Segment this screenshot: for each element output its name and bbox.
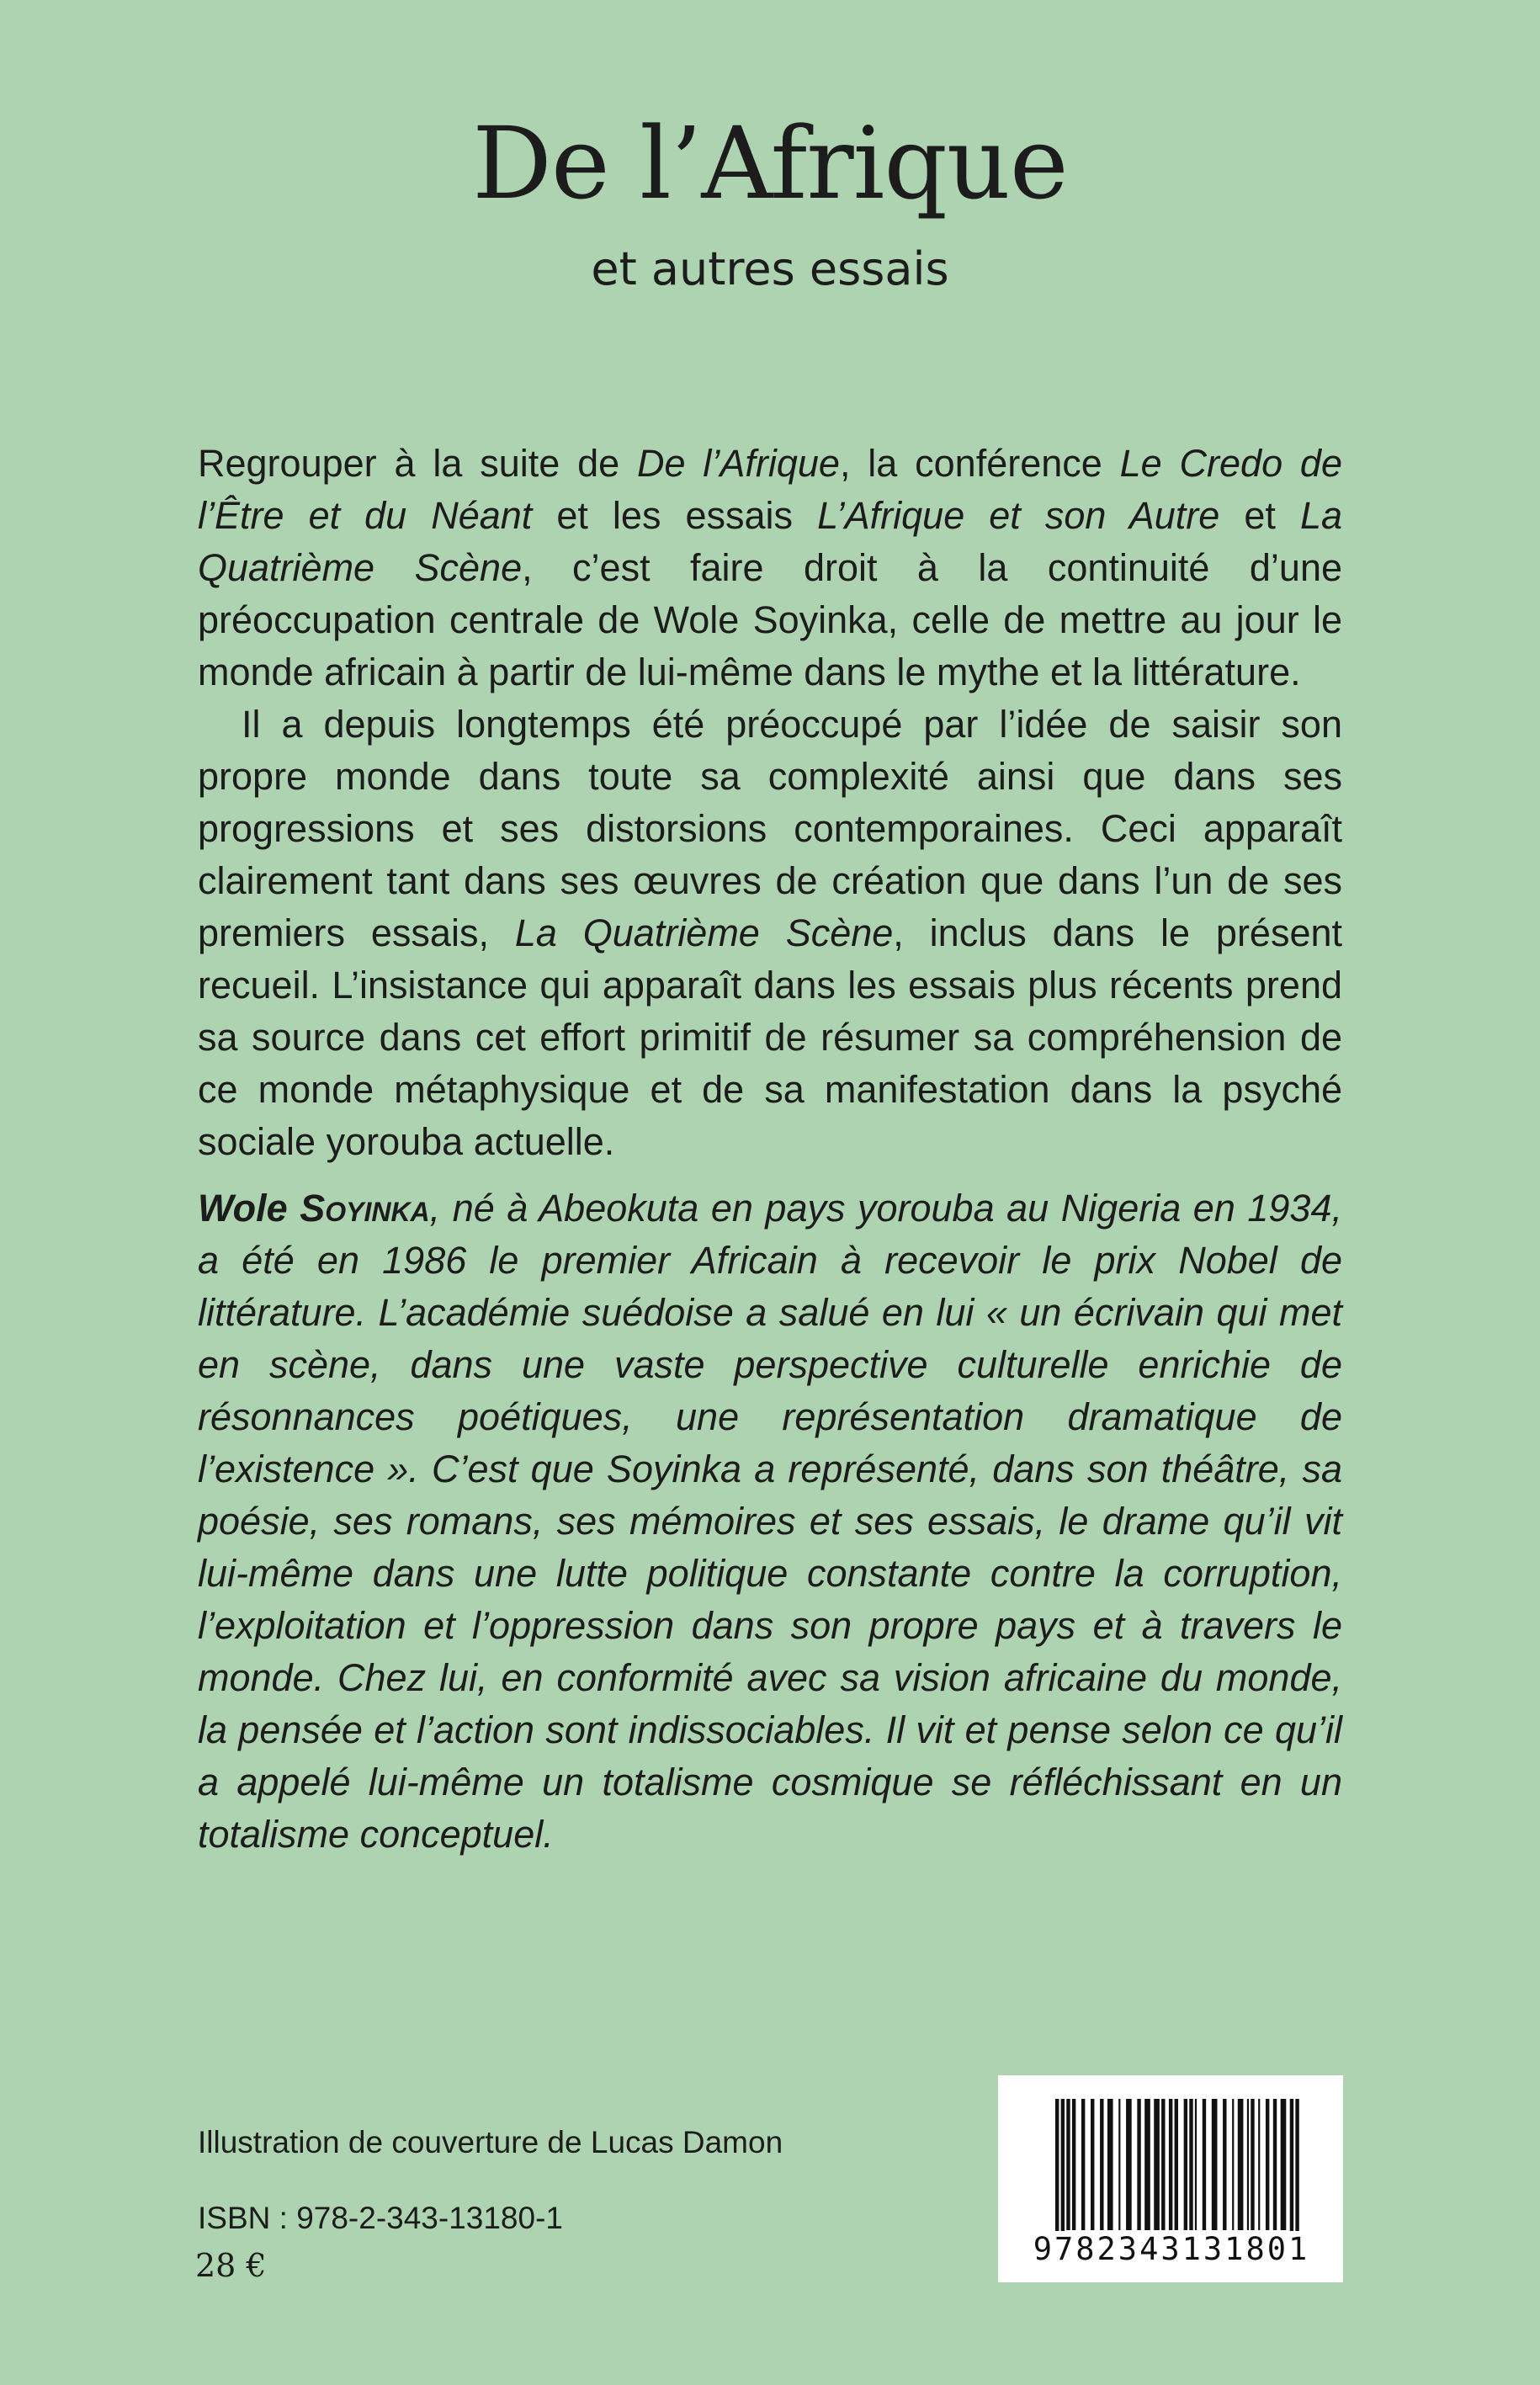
price: 28 € <box>195 2247 267 2284</box>
barcode-bar <box>1203 2099 1206 2230</box>
barcode-bar <box>1247 2099 1249 2230</box>
blurb-p1-segment: La Quatrième Scène <box>198 494 1342 589</box>
barcode-bar <box>1100 2099 1103 2230</box>
author-bio <box>198 1182 1342 1861</box>
barcode-bar <box>1169 2099 1172 2230</box>
barcode-bar <box>1273 2099 1277 2230</box>
author-last-name: Soyinka <box>300 1187 430 1230</box>
barcode-bar <box>1189 2099 1192 2230</box>
barcode-bar <box>1258 2099 1260 2230</box>
barcode-bar <box>1154 2099 1160 2230</box>
bio-text: , né à Abeokuta en pays yorouba au Nigeria en 1934, a été en 1986 le premier Africain à recevoir le prix Nobel de littérature. L’académie suédoise a salué en lui « un écrivain qui met en scène, dans une vaste perspective culturelle enrichie de résonnances poétiques, une représentation dramatique de l’existence ». C’est que Soyinka a représenté, dans son théâtre, sa poésie, ses romans, ses mémoires et ses essais, le drame qu’il vit lui-même dans une lutte politique constante contre la corruption, l’exploitation et l’oppression dans son propre pays et à travers le monde. Chez lui, en conformité avec sa vision africaine du monde, la pensée et l’action sont indissociables. Il vit et pense selon ce qu’il a appelé lui-même un totalisme cosmique se réfléchissant en un totalisme conceptuel. <box>198 1187 1342 1856</box>
blurb-p1-segment: et <box>1219 494 1300 537</box>
barcode-bar <box>1107 2099 1113 2230</box>
barcode-bars <box>1055 2099 1301 2240</box>
barcode-bar <box>1126 2099 1132 2230</box>
blurb-p2-segment: Il a depuis longtemps été préoccupé par l’idée de saisir son propre monde dans toute sa complexité ainsi que dans ses progressions et ses distorsions contemporaines. Ceci apparaît clairement tant dans ses œuvres de création que dans l’un de ses premiers essais, <box>198 703 1342 954</box>
book-subtitle: et autres essais <box>591 242 949 295</box>
barcode-bar <box>1137 2099 1140 2230</box>
blurb-p1-segment: , la conférence <box>839 442 1120 485</box>
barcode <box>998 2075 1343 2282</box>
barcode-bar <box>1081 2099 1085 2230</box>
blurb-paragraph-1 <box>198 438 1342 699</box>
barcode-bar <box>1295 2099 1298 2240</box>
blurb-p1-segment: et les essais <box>532 494 818 537</box>
barcode-bar <box>1066 2099 1070 2230</box>
barcode-bar <box>1251 2099 1254 2230</box>
barcode-bar <box>1161 2099 1165 2230</box>
barcode-bar <box>1238 2099 1244 2230</box>
blurb-p2-segment: La Quatrième Scène <box>514 911 894 954</box>
blurb-paragraph-2 <box>198 699 1342 1168</box>
blurb-p1-segment: Le Credo de l’Être et du Néant <box>198 442 1342 537</box>
blurb-p2-segment: , inclus dans le présent recueil. L’insistance qui apparaît dans les essais plus récents prend sa source dans cet effort primitif de résumer sa compréhension de ce monde métaphysique et de sa manifestation dans la psyché sociale yorouba actuelle. <box>198 911 1343 1163</box>
barcode-bar <box>1212 2099 1218 2230</box>
barcode-bar <box>1281 2099 1287 2230</box>
barcode-bar <box>1144 2099 1150 2230</box>
blurb-p1-segment: De l’Afrique <box>636 442 840 485</box>
book-title: De l’Afrique <box>472 105 1068 221</box>
barcode-bar <box>1061 2099 1065 2240</box>
blurb-p1-segment: L’Afrique et son Autre <box>817 494 1220 537</box>
barcode-bar <box>1118 2099 1120 2230</box>
barcode-bar <box>1266 2099 1269 2230</box>
barcode-bar <box>1091 2099 1094 2230</box>
author-first-name: Wole <box>198 1187 300 1230</box>
barcode-number: 9782343131801 <box>1023 2231 1320 2267</box>
illustration-credit: Illustration de couverture de Lucas Damon <box>198 2125 783 2159</box>
blurb <box>198 438 1342 1168</box>
blurb-p1-segment: Regrouper à la suite de <box>198 442 637 485</box>
barcode-bar <box>1232 2099 1234 2230</box>
barcode-bar <box>1290 2099 1293 2240</box>
isbn: ISBN : 978-2-343-13180-1 <box>198 2201 563 2235</box>
barcode-bar <box>1055 2099 1059 2240</box>
blurb-p1-segment: , c’est faire droit à la continuité d’une préoccupation centrale de Wole Soyinka, celle de mettre au jour le monde africain à partir de lui-même dans le mythe et la littérature. <box>198 546 1342 693</box>
barcode-bar <box>1072 2099 1075 2230</box>
barcode-bar <box>1195 2099 1197 2230</box>
barcode-bar <box>1223 2099 1226 2230</box>
barcode-bar <box>1175 2099 1178 2230</box>
barcode-bar <box>1184 2099 1187 2230</box>
